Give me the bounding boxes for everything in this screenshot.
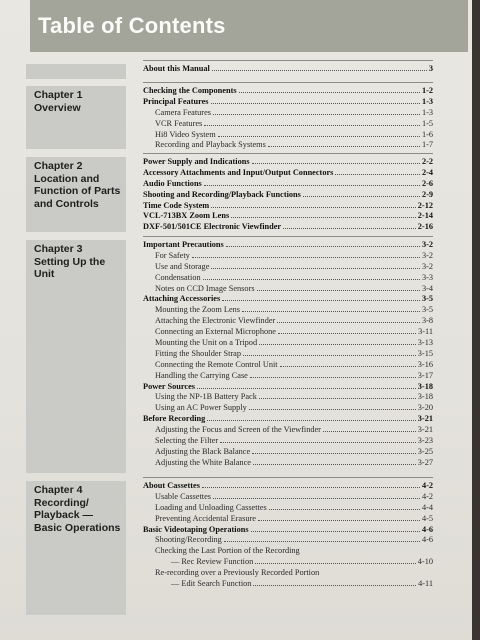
- page-number: 3-21: [417, 425, 433, 435]
- entry-title: — Edit Search Function: [171, 579, 252, 589]
- entry-title: Usable Cassettes: [155, 491, 211, 501]
- toc-entry[interactable]: [143, 97, 433, 108]
- dot-leader: [269, 509, 420, 510]
- dot-leader: [222, 300, 420, 301]
- page-number: 3-11: [418, 327, 433, 337]
- dot-leader: [203, 279, 420, 280]
- toc-entry[interactable]: [143, 201, 433, 212]
- entry-title: Hi8 Video System: [155, 129, 216, 139]
- dot-leader: [211, 103, 420, 104]
- toc-entry[interactable]: [143, 168, 433, 179]
- dot-leader: [252, 453, 416, 454]
- page-number: 2-9: [421, 189, 433, 199]
- page-number: 3-20: [417, 403, 433, 413]
- entry-title: Connecting an External Microphone: [155, 327, 276, 337]
- dot-leader: [239, 92, 420, 93]
- dot-leader: [207, 420, 415, 421]
- dot-leader: [231, 217, 416, 218]
- entry-title: Checking the Last Portion of the Recording: [155, 546, 300, 556]
- toc-entry[interactable]: [143, 579, 433, 590]
- entry-title: Checking the Components: [143, 86, 237, 95]
- toc-entry[interactable]: [143, 86, 433, 97]
- page-number: 4-6: [421, 535, 433, 545]
- page-number: 3-23: [417, 436, 433, 446]
- page-number: 3-8: [421, 316, 433, 326]
- dot-leader: [250, 377, 416, 378]
- dot-leader: [252, 163, 420, 164]
- dot-leader: [211, 207, 416, 208]
- dot-leader: [226, 246, 420, 247]
- entry-title: Mounting the Unit on a Tripod: [155, 338, 258, 348]
- toc-entry[interactable]: [143, 503, 433, 514]
- entry-title: Recording and Playback Systems: [155, 140, 266, 150]
- page-number: 3-27: [417, 457, 433, 467]
- page-number: 3-18: [417, 392, 433, 402]
- toc-entry[interactable]: [143, 262, 433, 273]
- dot-leader: [204, 125, 420, 126]
- entry-title: Fitting the Shoulder Strap: [155, 348, 241, 358]
- dot-leader: [277, 322, 420, 323]
- page-title: Table of Contents: [38, 13, 226, 38]
- toc-entry[interactable]: [143, 568, 433, 579]
- chapter-section: [143, 82, 433, 151]
- chapter-box-intro: [26, 64, 126, 79]
- page-number: 2-12: [417, 200, 433, 210]
- dot-leader: [213, 114, 420, 115]
- dot-leader: [253, 585, 416, 586]
- entry-title: Shooting/Recording: [155, 535, 222, 545]
- chapter-label: Chapter 3 Setting Up the Unit: [34, 243, 106, 280]
- entry-title: Preventing Accidental Erasure: [155, 513, 256, 523]
- toc-entry[interactable]: [143, 222, 433, 233]
- toc-entry[interactable]: [143, 371, 433, 382]
- toc-entry[interactable]: [143, 294, 433, 305]
- chapter-section: [143, 477, 433, 590]
- dot-leader: [249, 409, 416, 410]
- dot-leader: [242, 311, 420, 312]
- page-number: 4-5: [421, 513, 433, 523]
- page-number: 1-7: [421, 140, 433, 150]
- toc-entry[interactable]: [143, 284, 433, 295]
- entry-title: Camera Features: [155, 107, 211, 117]
- dot-leader: [197, 388, 416, 389]
- chapter-section: [143, 60, 433, 75]
- toc-entry[interactable]: [143, 179, 433, 190]
- toc-entry[interactable]: [143, 119, 433, 130]
- toc-entry[interactable]: [143, 130, 433, 141]
- dot-leader: [255, 563, 416, 564]
- page-number: 3-2: [421, 250, 433, 260]
- entry-title: Important Precautions: [143, 240, 224, 249]
- toc-entry[interactable]: [143, 190, 433, 201]
- dot-leader: [212, 70, 427, 71]
- page-number: 2-2: [421, 157, 433, 166]
- page-number: 3-2: [421, 261, 433, 271]
- entry-title: Connecting the Remote Control Unit: [155, 359, 278, 369]
- toc-entry[interactable]: [143, 447, 433, 458]
- page-number: 1-3: [421, 107, 433, 117]
- dot-leader: [257, 290, 420, 291]
- toc-entry[interactable]: [143, 316, 433, 327]
- page-number: 3-13: [417, 338, 433, 348]
- chapter-box-4: [26, 481, 126, 615]
- toc-entry[interactable]: [143, 108, 433, 119]
- chapter-section: [143, 153, 433, 233]
- dot-leader: [335, 174, 420, 175]
- entry-title: Handling the Carrying Case: [155, 370, 248, 380]
- entry-title: Loading and Unloading Cassettes: [155, 502, 267, 512]
- chapter-box-3: [26, 240, 126, 473]
- toc-entry[interactable]: [143, 349, 433, 360]
- entry-title: — Rec Review Function: [171, 557, 254, 567]
- page-number: 3: [428, 64, 433, 73]
- chapter-label: Chapter 1 Overview: [34, 89, 83, 114]
- entry-title: Using an AC Power Supply: [155, 403, 247, 413]
- entry-title: About this Manual: [143, 64, 210, 73]
- toc-entry[interactable]: [143, 535, 433, 546]
- chapter-section: [143, 236, 433, 469]
- entry-title: Mounting the Zoom Lens: [155, 305, 241, 315]
- page-number: 4-2: [421, 491, 433, 501]
- toc-entry[interactable]: [143, 481, 433, 492]
- toc-entry[interactable]: [143, 557, 433, 568]
- entry-title: VCR Features: [155, 118, 203, 128]
- dot-leader: [278, 333, 416, 334]
- entry-title: Before Recording: [143, 414, 206, 424]
- page-number: 3-3: [421, 272, 433, 282]
- chapter-label: Chapter 4 Recording/ Playback — Basic Operations: [34, 484, 121, 534]
- toc-entry[interactable]: [143, 251, 433, 262]
- page-number: 3-18: [417, 381, 433, 391]
- toc-entry[interactable]: [143, 436, 433, 447]
- page-number: 3-17: [417, 370, 433, 380]
- entry-title: Adjusting the Black Balance: [155, 446, 251, 456]
- toc-entry[interactable]: [143, 273, 433, 284]
- entry-title: Condensation: [155, 272, 201, 282]
- page-number: 4-10: [417, 557, 433, 567]
- toc-entry[interactable]: [143, 514, 433, 525]
- page-number: 3-21: [417, 414, 433, 424]
- dot-leader: [268, 146, 420, 147]
- page-number: 2-6: [421, 178, 433, 188]
- page-number: 3-15: [417, 348, 433, 358]
- page-number: 1-6: [421, 129, 433, 139]
- entry-title: Power Supply and Indications: [143, 157, 250, 166]
- chapter-box-2: [26, 157, 126, 232]
- dot-leader: [323, 431, 416, 432]
- entry-title: Time Code System: [143, 200, 210, 210]
- entry-title: VCL-713BX Zoom Lens: [143, 211, 230, 221]
- toc-entry[interactable]: [143, 327, 433, 338]
- chapter-label: Chapter 2 Location and Function of Parts and Controls: [34, 160, 121, 210]
- toc-entry[interactable]: [143, 338, 433, 349]
- toc-entry[interactable]: [143, 157, 433, 168]
- dot-leader: [280, 366, 416, 367]
- dot-leader: [258, 520, 420, 521]
- entry-title: Basic Videotaping Operations: [143, 524, 249, 534]
- toc-entry[interactable]: [143, 382, 433, 393]
- dot-leader: [259, 398, 416, 399]
- dot-leader: [224, 541, 420, 542]
- dot-leader: [204, 185, 420, 186]
- dot-leader: [211, 268, 420, 269]
- page-number: 2-4: [421, 167, 433, 177]
- toc-entry[interactable]: [143, 305, 433, 316]
- dot-leader: [213, 498, 420, 499]
- toc-entry[interactable]: [143, 458, 433, 469]
- page-number: 4-11: [418, 579, 433, 589]
- dot-leader: [259, 344, 416, 345]
- toc-entry[interactable]: [143, 414, 433, 425]
- page-number: 3-5: [421, 305, 433, 315]
- dot-leader: [253, 464, 416, 465]
- dot-leader: [202, 487, 420, 488]
- entry-title: Using the NP-1B Battery Pack: [155, 392, 257, 402]
- entry-title: Attaching Accessories: [143, 294, 221, 304]
- toc-entry[interactable]: [143, 392, 433, 403]
- dot-leader: [303, 196, 420, 197]
- toc-entry[interactable]: [143, 64, 433, 75]
- page-number: 4-4: [421, 502, 433, 512]
- entry-title: Notes on CCD Image Sensors: [155, 283, 255, 293]
- entry-title: Adjusting the Focus and Screen of the Viewfinder: [155, 425, 321, 435]
- entry-title: Audio Functions: [143, 178, 202, 188]
- entry-title: DXF-501/501CE Electronic Viewfinder: [143, 222, 282, 232]
- page-number: 3-4: [421, 283, 433, 293]
- dot-leader: [192, 257, 420, 258]
- entry-title: Accessory Attachments and Input/Output Connectors: [143, 167, 334, 177]
- page-number: 1-5: [421, 118, 433, 128]
- page-number: 4-2: [421, 481, 433, 490]
- toc-entry[interactable]: [143, 546, 433, 557]
- entry-title: Re-recording over a Previously Recorded Portion: [155, 568, 320, 578]
- page-number: 1-3: [421, 96, 433, 106]
- entry-title: Shooting and Recording/Playback Functions: [143, 189, 301, 199]
- dot-leader: [251, 531, 420, 532]
- page-number: 3-16: [417, 359, 433, 369]
- dot-leader: [220, 442, 416, 443]
- entry-title: Adjusting the White Balance: [155, 457, 251, 467]
- toc-entry[interactable]: [143, 211, 433, 222]
- page-number: 3-25: [417, 446, 433, 456]
- dot-leader: [283, 228, 416, 229]
- toc-entry[interactable]: [143, 403, 433, 414]
- page-number: 3-5: [421, 294, 433, 304]
- page-number: 1-2: [421, 86, 433, 95]
- page-number: 4-6: [421, 524, 433, 534]
- dot-leader: [218, 136, 420, 137]
- chapter-box-1: [26, 86, 126, 149]
- toc-entry[interactable]: [143, 525, 433, 536]
- page-number: 2-16: [417, 222, 433, 232]
- entry-title: Attaching the Electronic Viewfinder: [155, 316, 276, 326]
- entry-title: Power Sources: [143, 381, 196, 391]
- toc-entry[interactable]: [143, 360, 433, 371]
- entry-title: For Safety: [155, 250, 190, 260]
- entry-title: About Cassettes: [143, 481, 200, 490]
- entry-title: Selecting the Filter: [155, 436, 219, 446]
- toc-entry[interactable]: [143, 492, 433, 503]
- toc-entry[interactable]: [143, 425, 433, 436]
- dot-leader: [243, 355, 416, 356]
- page-number: 2-14: [417, 211, 433, 221]
- entry-title: Use and Storage: [155, 261, 210, 271]
- chapter-label: [26, 64, 126, 67]
- toc-entry[interactable]: [143, 240, 433, 251]
- page-number: 3-2: [421, 240, 433, 249]
- toc-entry[interactable]: [143, 140, 433, 151]
- entry-title: Principal Features: [143, 96, 209, 106]
